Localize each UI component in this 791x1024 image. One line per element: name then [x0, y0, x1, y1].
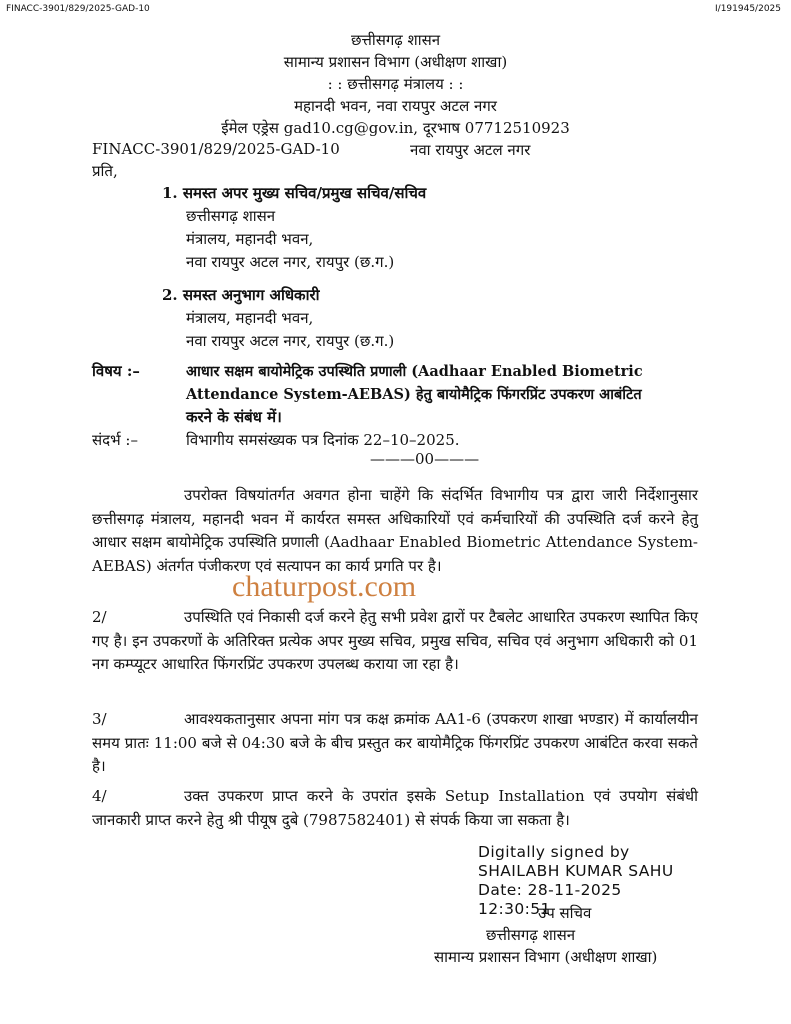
top-right-reference: I/191945/2025 — [715, 4, 781, 14]
recipient-line: मंत्रालय, महानदी भवन, — [186, 309, 314, 327]
recipient-line: नवा रायपुर अटल नगर, रायपुर (छ.ग.) — [186, 253, 395, 271]
subject-label: विषय :– — [92, 362, 140, 380]
letterhead-department: सामान्य प्रशासन विभाग (अधीक्षण शाखा) — [283, 53, 508, 71]
signature-name: SHAILABH KUMAR SAHU — [478, 862, 674, 880]
recipient-title: 2. समस्त अनुभाग अधिकारी — [162, 286, 320, 304]
prati-label: प्रति, — [92, 162, 118, 180]
letterhead-secretariat: : : छत्तीसगढ़ मंत्रालय : : — [327, 75, 464, 93]
top-left-reference: FINACC-3901/829/2025-GAD-10 — [6, 4, 150, 14]
recipient-line: नवा रायपुर अटल नगर, रायपुर (छ.ग.) — [186, 332, 395, 350]
watermark: chaturpost.com — [232, 570, 417, 603]
paragraph-number: 3/ — [92, 710, 107, 728]
signatory-designation: उप सचिव — [538, 904, 592, 922]
recipient-line: छत्तीसगढ़ शासन — [186, 207, 276, 225]
letterhead-address: महानदी भवन, नवा रायपुर अटल नगर — [294, 97, 497, 115]
paragraph-text: आवश्यकतानुसार अपना मांग पत्र कक्ष क्रमांक AA1-6 (उपकरण शाखा भण्डार) में कार्यालयीन समय प्रातः 11:00 बजे से 04:30 बजे के बीच प्रस्तुत कर बायोमैट्रिक फिंगरप्रिंट उपकरण आबंटित करवा सकते है। — [92, 710, 698, 775]
signature-line: Digitally signed by — [478, 843, 630, 861]
recipient-title: 1. समस्त अपर मुख्य सचिव/प्रमुख सचिव/सचिव — [162, 184, 427, 202]
subject-line: Attendance System-AEBAS) हेतु बायोमैट्रिक फिंगरप्रिंट उपकरण आबंटित — [186, 386, 642, 403]
paragraph-number: 4/ — [92, 787, 107, 805]
subject-line: करने के संबंध में। — [186, 408, 282, 426]
paragraph-text: उपस्थिति एवं निकासी दर्ज करने हेतु सभी प्रवेश द्वारों पर टैबलेट आधारित उपकरण स्थापित किए गए है। इन उपकरणों के अतिरिक्त प्रत्येक अपर मुख्य सचिव, प्रमुख सचिव, सचिव एवं अनुभाग अधिकारी को 01 नग कम्प्यूटर आधारित फिंगरप्रिंट उपकरण उपलब्ध कराया जा रहा है। — [92, 608, 698, 673]
subject-line: आधार सक्षम बायोमेट्रिक उपस्थिति प्रणाली (Aadhaar Enabled Biometric — [186, 363, 643, 380]
file-place: नवा रायपुर अटल नगर — [410, 141, 531, 159]
signature-date: Date: 28-11-2025 — [478, 881, 622, 899]
signatory-department: सामान्य प्रशासन विभाग (अधीक्षण शाखा) — [434, 948, 658, 966]
reference-text: विभागीय समसंख्यक पत्र दिनांक 22–10–2025. — [186, 431, 460, 449]
file-number: FINACC-3901/829/2025-GAD-10 — [92, 140, 340, 158]
paragraph-text: उपरोक्त विषयांतर्गत अवगत होना चाहेंगे कि संदर्भित विभागीय पत्र द्वारा जारी निर्देशानुसार छत्तीसगढ़ मंत्रालय, महानदी भवन में कार्यरत समस्त अधिकारियों एवं कर्मचारियों की उपस्थिति दर्ज करने हेतु आधार सक्षम बायोमेट्रिक उपस्थिति प्रणाली (Aadhaar Enabled Biometric Attendance System-AEBAS) अंतर्गत पंजीकरण एवं सत्यापन का कार्य प्रगति पर है। — [92, 486, 698, 575]
signature-time: 12:30:51 — [478, 900, 551, 918]
paragraph-2 — [92, 606, 698, 677]
paragraph-4 — [92, 785, 698, 832]
letterhead-contact: ईमेल एड्रेस gad10.cg@gov.in, दूरभाष 07712510923 — [221, 119, 570, 137]
paragraph-number: 2/ — [92, 608, 107, 626]
paragraph-text: उक्त उपकरण प्राप्त करने के उपरांत इसके Setup Installation एवं उपयोग संबंधी जानकारी प्राप्त करने हेतु श्री पीयूष दुबे (7987582401) से संपर्क किया जा सकता है। — [92, 787, 698, 829]
paragraph-1 — [92, 484, 698, 578]
paragraph-3 — [92, 708, 698, 779]
reference-label: संदर्भ :– — [92, 431, 138, 449]
separator: ———00——— — [370, 450, 480, 468]
recipient-line: मंत्रालय, महानदी भवन, — [186, 230, 314, 248]
letterhead-government: छत्तीसगढ़ शासन — [350, 31, 441, 49]
signatory-government: छत्तीसगढ़ शासन — [486, 926, 576, 944]
